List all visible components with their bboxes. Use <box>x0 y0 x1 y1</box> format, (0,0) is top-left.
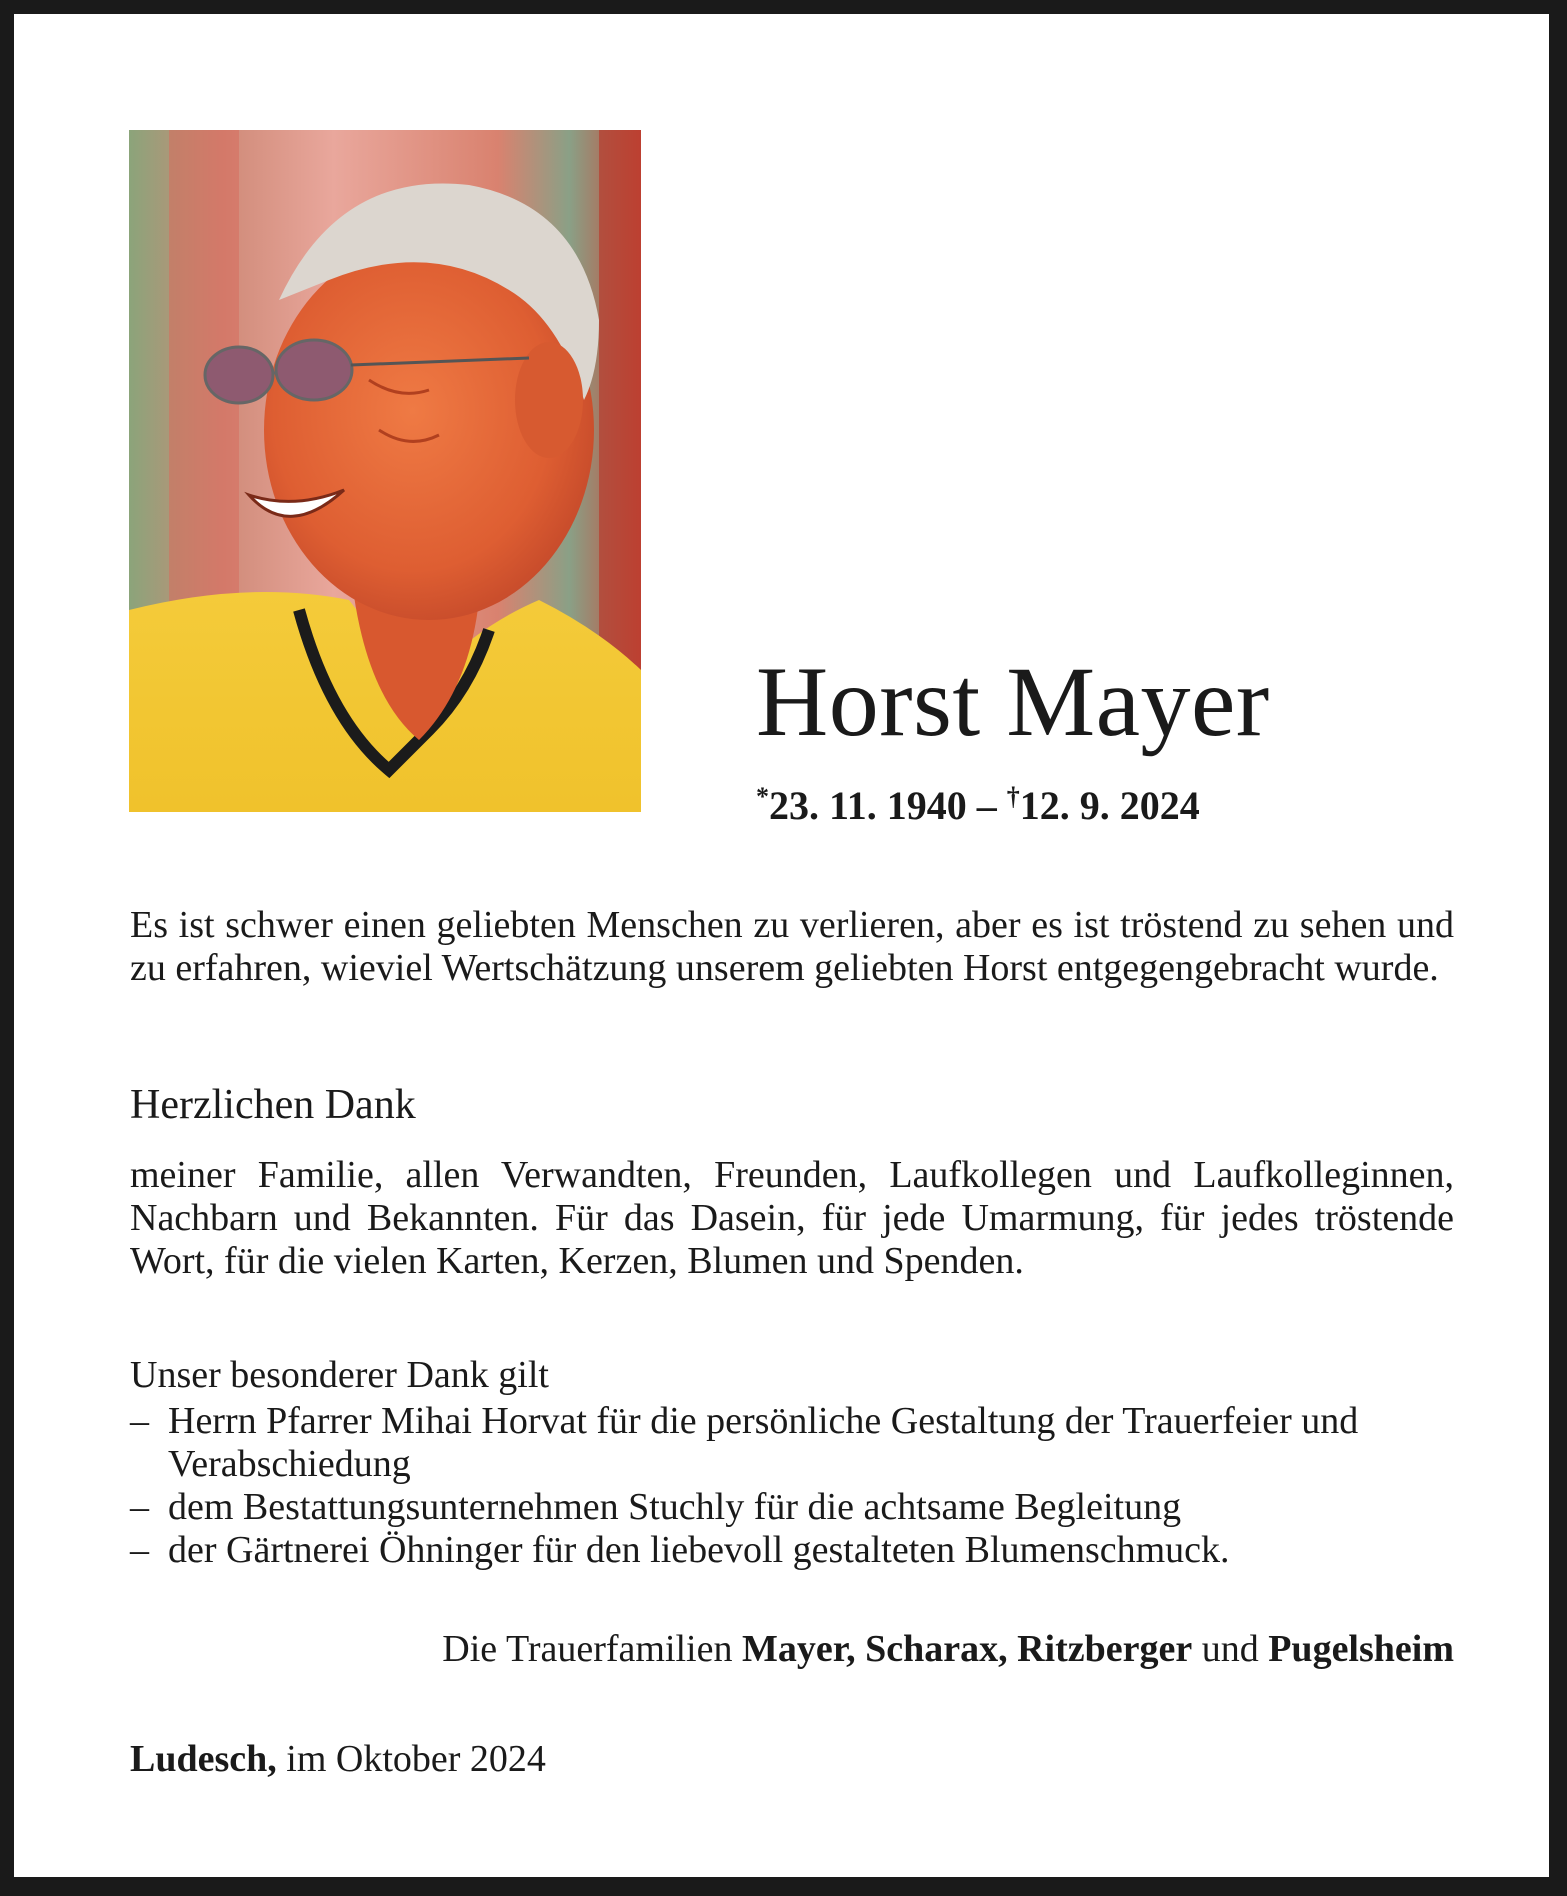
date: im Oktober 2024 <box>276 1738 546 1780</box>
date-separator: – <box>966 783 1007 828</box>
portrait-photo <box>129 130 641 812</box>
death-symbol: † <box>1006 782 1020 811</box>
list-item-text: dem Bestattungsunternehmen Stuchly für die achtsame Begleitung <box>168 1486 1182 1528</box>
list-item <box>130 1400 1454 1486</box>
death-date: 12. 9. 2024 <box>1019 783 1200 828</box>
list-dash: – <box>130 1529 149 1571</box>
list-item <box>130 1486 1454 1529</box>
list-item <box>130 1529 1454 1572</box>
life-dates <box>756 784 1200 826</box>
place-date-line <box>130 1738 1454 1781</box>
signature-conjunction: und <box>1192 1628 1269 1670</box>
special-thanks-intro: Unser besonderer Dank gilt <box>130 1354 549 1396</box>
thanks-heading: Herzlichen Dank <box>130 1082 416 1128</box>
portrait-illustration <box>129 130 641 812</box>
thanks-paragraph: meiner Familie, allen Verwandten, Freunden, Laufkollegen und Laufkolleginnen, Nachbarn und Bekannten. Für das Dasein, für jede Umarmung, für jedes tröstende Wort, für die vielen Karten, Kerzen, Blumen und Spenden. <box>130 1154 1454 1282</box>
intro-paragraph: Es ist schwer einen geliebten Menschen zu verlieren, aber es ist tröstend zu sehen und zu erfahren, wieviel Wertschätzung unserem geliebten Horst entgegengebracht wurde. <box>130 904 1454 989</box>
list-item-text: Herrn Pfarrer Mihai Horvat für die persönliche Gestaltung der Trauerfeier und Verabschiedung <box>168 1400 1359 1485</box>
obituary-card <box>14 14 1549 1877</box>
deceased-name: Horst Mayer <box>756 646 1270 757</box>
signature-prefix: Die Trauerfamilien <box>442 1628 742 1670</box>
list-dash: – <box>130 1400 149 1442</box>
list-item-text: der Gärtnerei Öhninger für den liebevoll gestalteten Blumenschmuck. <box>168 1529 1230 1571</box>
signature-line <box>130 1628 1454 1671</box>
place: Ludesch, <box>130 1738 277 1780</box>
family-name-last: Pugelsheim <box>1268 1628 1454 1670</box>
family-names: Mayer, Scharax, Ritzberger <box>741 1628 1193 1670</box>
list-dash: – <box>130 1486 149 1528</box>
birth-date: 23. 11. 1940 <box>769 783 967 828</box>
birth-symbol: * <box>756 782 769 811</box>
special-thanks-list <box>130 1400 1454 1572</box>
